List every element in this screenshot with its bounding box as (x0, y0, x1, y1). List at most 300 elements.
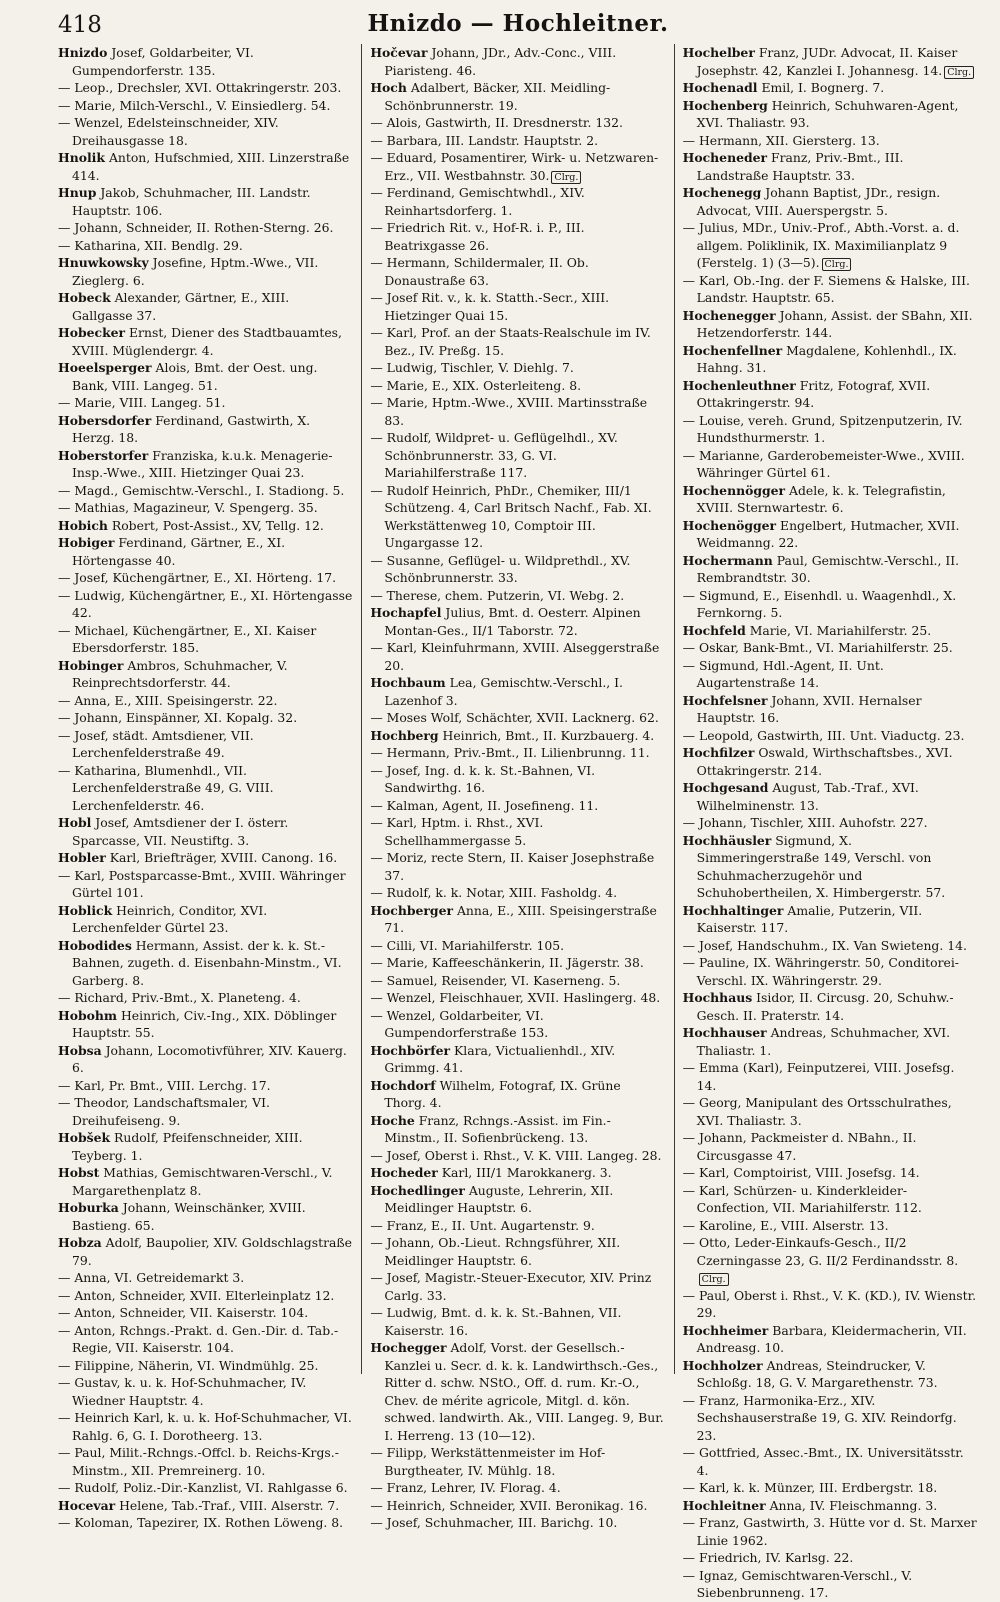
entry-surname: Hochfelsner (682, 692, 768, 708)
entry-text: — Marie, E., XIX. Osterleiteng. 8. (370, 377, 582, 393)
entry-surname: Hoburka (58, 1200, 119, 1215)
entry-surname: Hobiger (58, 535, 115, 550)
directory-entry (683, 744, 978, 779)
entry-text: — Friedrich, IV. Karlsg. 22. (682, 1550, 854, 1565)
directory-entry (58, 1479, 353, 1497)
entry-surname: Hochbaum (370, 675, 446, 690)
entry-text: — Samuel, Reisender, VI. Kaserneng. 5. (370, 972, 621, 988)
entry-surname: Hochenleuthner (682, 377, 796, 393)
directory-entry (58, 937, 353, 990)
page-title: Hnizdo — Hochleitner. (367, 10, 669, 37)
directory-entry (370, 552, 665, 587)
directory-entry (370, 972, 665, 990)
entry-text: — Leopold, Gastwirth, III. Unt. Viaductg. 23. (682, 727, 965, 743)
entry-text: — Karl, Schürzen- u. Kinderkleider-Confection, VII. Mariahilferstr. 112. (682, 1182, 922, 1215)
entry-text: — Marie, Kaffeeschänkerin, II. Jägerstr. 38. (370, 955, 644, 970)
entry-text: — Marianne, Garderobemeister-Wwe., XVIII. Währinger Gürtel 61. (682, 447, 965, 480)
directory-entry (370, 394, 665, 429)
entry-text: Franz, Priv.-Bmt., III. Landstraße Hauptstr. 33. (696, 150, 904, 183)
directory-entry (683, 44, 978, 79)
entry-text: — Rudolf, k. k. Notar, XIII. Fasholdg. 4. (370, 885, 618, 900)
directory-entry (370, 377, 665, 395)
directory-entry (683, 447, 978, 482)
directory-entry (370, 1339, 665, 1444)
directory-entry (683, 272, 978, 307)
page-header (58, 10, 978, 44)
directory-entry (370, 797, 665, 815)
directory-entry (370, 1112, 665, 1147)
directory-entry (370, 954, 665, 972)
directory-entry (683, 1444, 978, 1479)
entry-surname: Hochelber (682, 45, 755, 60)
directory-entry (58, 622, 353, 657)
entry-text: — Filippine, Näherin, VI. Windmühlg. 25. (58, 1357, 319, 1373)
entry-text: Johann, Assist. der SBahn, XII. Hetzendorferstr. 144. (696, 307, 973, 340)
directory-entry (683, 517, 978, 552)
directory-entry (683, 1514, 978, 1549)
directory-entry (683, 1217, 978, 1235)
directory-entry (683, 482, 978, 517)
directory-entry (683, 1234, 978, 1287)
directory-entry (370, 762, 665, 797)
directory-entry (683, 1549, 978, 1567)
entry-surname: Hochgesand (682, 780, 769, 795)
entry-text: — Emma (Karl), Feinputzerei, VIII. Josefsg. 14. (682, 1060, 955, 1093)
entry-text: — Hermann, XII. Giersterg. 13. (682, 132, 880, 148)
clearing-badge: Clrg. (944, 66, 974, 79)
directory-entry (683, 937, 978, 955)
entry-surname: Hnizdo (58, 45, 108, 60)
entry-text: Alexander, Gärtner, E., XIII. Gallgasse 37. (72, 290, 290, 323)
entry-text: — Wenzel, Edelsteinschneider, XIV. Dreihausgasse 18. (58, 115, 279, 148)
entry-surname: Hočevar (370, 45, 428, 60)
directory-entry (370, 1182, 665, 1217)
entry-text: — Johann, Tischler, XIII. Auhofstr. 227. (682, 815, 928, 830)
column-3 (682, 44, 978, 1600)
entry-text: Anna, E., XIII. Speisingerstraße 71. (384, 902, 657, 935)
directory-entry (683, 814, 978, 832)
clearing-badge: Clrg. (551, 171, 581, 184)
entry-text: — Mathias, Magazineur, V. Spengerg. 35. (58, 500, 318, 515)
directory-entry (683, 552, 978, 587)
entry-text: — Pauline, IX. Währingerstr. 50, Conditorei-Verschl. IX. Währingerstr. 29. (682, 955, 959, 988)
entry-text: — Georg, Manipulant des Ortsschulrathes, XVI. Thaliastr. 3. (682, 1095, 952, 1128)
directory-entry (370, 1007, 665, 1042)
directory-entry (58, 1287, 353, 1305)
entry-surname: Hochermann (682, 552, 773, 568)
directory-entry (58, 1409, 353, 1444)
directory-entry (370, 849, 665, 884)
entry-text: — Johann, Einspänner, XI. Kopalg. 32. (58, 710, 298, 725)
entry-text: — Wenzel, Goldarbeiter, VI. Gumpendorferstraße 153. (370, 1007, 549, 1040)
entry-text: Robert, Post-Assist., XV, Tellg. 12. (111, 517, 324, 533)
directory-entry (683, 377, 978, 412)
entry-surname: Hnup (58, 185, 97, 200)
entry-text: Heinrich, Bmt., II. Kurzbauerg. 4. (442, 727, 655, 743)
directory-entry (683, 657, 978, 692)
entry-surname: Hoberstorfer (58, 447, 149, 463)
entry-text: Rudolf, Pfeifenschneider, XIII. Teyberg. 1. (72, 1130, 303, 1163)
entry-text: — Franz, Harmonika-Erz., XIV. Sechshauserstraße 19, G. XIV. Reindorfg. 23. (682, 1392, 957, 1443)
entry-text: — Franz, Gastwirth, 3. Hütte vor d. St. Marxer Linie 1962. (682, 1515, 977, 1548)
entry-text: — Karl, k. k. Münzer, III. Erdbergstr. 18. (682, 1480, 938, 1495)
entry-surname: Hoblick (58, 902, 113, 918)
directory-entry (58, 1322, 353, 1357)
directory-entry (58, 534, 353, 569)
directory-entry (58, 1374, 353, 1409)
directory-entry (58, 499, 353, 517)
entry-text: — Karl, Comptoirist, VIII. Josefsg. 14. (682, 1165, 920, 1180)
column-divider (361, 44, 362, 1374)
directory-entry (370, 814, 665, 849)
entry-text: Franziska, k.u.k. Menagerie-Insp.-Wwe., XIII. Hietzinger Quai 23. (72, 447, 333, 480)
entry-text: Auguste, Lehrerin, XII. Meidlinger Hauptstr. 6. (384, 1182, 614, 1215)
directory-entry (370, 1077, 665, 1112)
directory-entry (58, 1357, 353, 1375)
entry-text: — Anton, Rchngs.-Prakt. d. Gen.-Dir. d. Tab.-Regie, VII. Kaiserstr. 104. (58, 1322, 339, 1355)
entry-surname: Hnuwkowsky (58, 255, 149, 270)
entry-surname: Hobl (58, 815, 92, 830)
entry-surname: Hochedlinger (370, 1182, 465, 1198)
entry-text: — Franz, E., II. Unt. Augartenstr. 9. (370, 1217, 595, 1233)
directory-entry (58, 517, 353, 535)
entry-text: — Franz, Lehrer, IV. Florag. 4. (370, 1480, 561, 1495)
entry-surname: Hobinger (58, 657, 124, 673)
entry-text: Adolf, Baupolier, XIV. Goldschlagstraße 79. (72, 1235, 352, 1268)
entry-surname: Hochdorf (370, 1077, 436, 1093)
directory-entry (58, 727, 353, 762)
entry-text: Adalbert, Bäcker, XII. Meidling-Schönbrunnerstr. 19. (384, 80, 611, 113)
entry-text: Helene, Tab.-Traf., VIII. Alserstr. 7. (119, 1497, 340, 1513)
directory-entry (370, 937, 665, 955)
directory-entry (370, 674, 665, 709)
entry-text: — Eduard, Posamentirer, Wirk- u. Netzwaren-Erz., VII. Westbahnstr. 30. (370, 150, 659, 183)
directory-entry (58, 1129, 353, 1164)
directory-entry (370, 482, 665, 552)
entry-text: — Gustav, k. u. k. Hof-Schuhmacher, IV. Wiedner Hauptstr. 4. (58, 1375, 307, 1408)
entry-text: Barbara, Kleidermacherin, VII. Andreasg. 10. (696, 1322, 967, 1355)
entry-text: Adele, k. k. Telegrafistin, XVIII. Sternwartestr. 6. (696, 482, 946, 515)
entry-text: — Josef Rit. v., k. k. Statth.-Secr., XIII. Hietzinger Quai 15. (370, 290, 610, 323)
directory-entry (370, 44, 665, 79)
entry-text: Anna, IV. Fleischmanng. 3. (769, 1497, 938, 1513)
entry-surname: Hochegger (370, 1340, 447, 1355)
entry-surname: Hobler (58, 850, 106, 865)
entry-surname: Hochenfellner (682, 342, 783, 358)
entry-text: — Karl, Prof. an der Staats-Realschule im IV. Bez., IV. Preßg. 15. (370, 325, 651, 358)
entry-text: — Paul, Oberst i. Rhst., V. K. (KD.), IV. Wienstr. 29. (682, 1287, 977, 1320)
clearing-badge: Clrg. (822, 258, 852, 271)
directory-entry (370, 1269, 665, 1304)
directory-entry (370, 1147, 665, 1165)
entry-text: — Karl, Kleinfuhrmann, XVIII. Alseggerstraße 20. (370, 640, 660, 673)
entry-text: — Anna, E., XIII. Speisingerstr. 22. (58, 692, 278, 708)
directory-entry (683, 1164, 978, 1182)
directory-entry (370, 884, 665, 902)
entry-text: — Ignaz, Gemischtwaren-Verschl., V. Siebenbrunneng. 17. (682, 1567, 913, 1600)
entry-surname: Hochennögger (682, 482, 786, 498)
entry-surname: Hochberg (370, 727, 439, 743)
entry-surname: Hochhaus (682, 990, 753, 1005)
column-1 (58, 44, 353, 1530)
entry-text: Andreas, Steindrucker, V. Schloßg. 18, G. V. Margarethenstr. 73. (696, 1357, 938, 1390)
entry-surname: Hobodides (58, 937, 132, 953)
directory-entry (58, 1094, 353, 1129)
entry-text: Karl, III/1 Marokkanerg. 3. (441, 1165, 612, 1180)
entry-text: — Alois, Gastwirth, II. Dresdnerstr. 132. (370, 115, 623, 130)
directory-entry (58, 394, 353, 412)
directory-entry (58, 324, 353, 359)
directory-entry (370, 1444, 665, 1479)
entry-text: Oswald, Wirthschaftsbes., XVI. Ottakringerstr. 214. (696, 745, 953, 778)
entry-text: — Sigmund, E., Eisenhdl. u. Waagenhdl., X. Fernkorng. 5. (682, 587, 957, 620)
entry-text: Fritz, Fotograf, XVII. Ottakringerstr. 94. (696, 377, 931, 410)
clearing-badge: Clrg. (699, 1273, 729, 1286)
entry-surname: Hochhaltinger (682, 902, 784, 918)
directory-entry (370, 429, 665, 482)
directory-entry (370, 1479, 665, 1497)
entry-text: — Julius, MDr., Univ.-Prof., Abth.-Vorst. a. d. allgem. Poliklinik, IX. Maximilianplatz 9 (Ferstelg. 1) (3—5). (682, 220, 960, 270)
entry-text: Josef, Amtsdiener der I. österr. Sparcasse, VII. Neustiftg. 3. (72, 815, 289, 848)
directory-entry (370, 219, 665, 254)
entry-text: — Johann, Ob.-Lieut. Rchngsführer, XII. Meidlinger Hauptstr. 6. (370, 1235, 621, 1268)
directory-entry (370, 79, 665, 114)
directory-entry (683, 1094, 978, 1129)
entry-text: — Johann, Packmeister d. NBahn., II. Circusgasse 47. (682, 1130, 917, 1163)
entry-surname: Hochapfel (370, 605, 442, 620)
directory-entry (370, 359, 665, 377)
directory-entry (370, 1164, 665, 1182)
directory-entry (58, 587, 353, 622)
entry-surname: Hocevar (58, 1497, 116, 1513)
directory-entry (683, 692, 978, 727)
entry-text: — Ferdinand, Gemischtwhdl., XIV. Reinhartsdorferg. 1. (370, 185, 585, 218)
entry-text: — Ludwig, Bmt. d. k. k. St.-Bahnen, VII. Kaiserstr. 16. (370, 1305, 622, 1338)
directory-entry (683, 622, 978, 640)
entry-text: — Rudolf, Wildpret- u. Geflügelhdl., XV. Schönbrunnerstr. 33, G. VI. Mariahilferstraße 117. (370, 430, 618, 480)
directory-entry (58, 412, 353, 447)
directory-entry (370, 1217, 665, 1235)
entry-text: — Katharina, XII. Bendlg. 29. (58, 237, 243, 253)
directory-entry (58, 692, 353, 710)
directory-entry (58, 44, 353, 79)
directory-entry (58, 447, 353, 482)
entry-surname: Hochbörfer (370, 1042, 451, 1058)
entry-surname: Hochenegger (682, 307, 776, 323)
directory-entry (58, 989, 353, 1007)
directory-entry (58, 1007, 353, 1042)
entry-text: Jakob, Schuhmacher, III. Landstr. Hauptstr. 106. (72, 185, 311, 218)
entry-text: — Therese, chem. Putzerin, VI. Webg. 2. (370, 587, 625, 603)
directory-entry (58, 114, 353, 149)
entry-surname: Hochenögger (682, 517, 777, 533)
directory-entry (683, 1059, 978, 1094)
directory-entry (370, 1234, 665, 1269)
entry-text: — Hermann, Schildermaler, II. Ob. Donaustraße 63. (370, 255, 589, 288)
directory-entry (683, 1287, 978, 1322)
directory-entry (58, 762, 353, 815)
entry-surname: Hobersdorfer (58, 412, 152, 428)
directory-entry (683, 1357, 978, 1392)
directory-entry (683, 587, 978, 622)
directory-entry (58, 1077, 353, 1095)
page-number: 418 (58, 12, 102, 38)
entry-text: — Karl, Hptm. i. Rhst., XVI. Schellhammergasse 5. (370, 815, 544, 848)
entry-text: — Louise, vereh. Grund, Spitzenputzerin, IV. Hundsthurmerstr. 1. (682, 412, 963, 445)
directory-entry (58, 867, 353, 902)
directory-entry (683, 412, 978, 447)
entry-text: — Moses Wolf, Schächter, XVII. Lacknerg. 62. (370, 710, 659, 725)
entry-text: — Josef, Ing. d. k. k. St.-Bahnen, VI. Sandwirthg. 16. (370, 762, 596, 795)
directory-entry (58, 1444, 353, 1479)
entry-text: Heinrich, Schuhwaren-Agent, XVI. Thaliastr. 93. (696, 97, 959, 130)
entry-surname: Hobst (58, 1165, 100, 1180)
entry-text: Ambros, Schuhmacher, V. Reinprechtsdorferstr. 44. (72, 657, 288, 690)
entry-surname: Hochleitner (682, 1497, 766, 1513)
directory-entry (683, 954, 978, 989)
entry-text: Ferdinand, Gärtner, E., XI. Hörtengasse 40. (72, 535, 286, 568)
directory-entry (683, 1024, 978, 1059)
entry-text: — Heinrich, Schneider, XVII. Beronikag. 16. (370, 1497, 648, 1513)
entry-surname: Hoch (370, 80, 407, 95)
entry-text: — Koloman, Tapezirer, IX. Rothen Löweng. 8. (58, 1515, 344, 1530)
entry-text: Mathias, Gemischtwaren-Verschl., V. Margarethenplatz 8. (72, 1165, 333, 1198)
entry-text: — Kalman, Agent, II. Josefineng. 11. (370, 797, 599, 813)
directory-entry (370, 324, 665, 359)
entry-surname: Hochenadl (682, 80, 758, 95)
entry-text: Johann, Locomotivführer, XIV. Kauerg. 6. (72, 1042, 347, 1075)
columns (58, 44, 978, 1600)
directory-entry (58, 1199, 353, 1234)
entry-surname: Hobich (58, 517, 108, 533)
entry-text: Klara, Victualienhdl., XIV. Grimmg. 41. (384, 1042, 616, 1075)
entry-text: — Josef, Handschuhm., IX. Van Swieteng. 14. (682, 937, 967, 953)
entry-text: Heinrich, Conditor, XVI. Lerchenfelder Gürtel 23. (72, 902, 268, 935)
entry-surname: Hochfeld (682, 622, 746, 638)
directory-entry (58, 289, 353, 324)
entry-text: Johann, JDr., Adv.-Conc., VIII. Piaristeng. 46. (384, 45, 617, 78)
entry-text: — Anton, Schneider, VII. Kaiserstr. 104. (58, 1305, 309, 1320)
directory-entry (58, 184, 353, 219)
directory-entry (370, 149, 665, 184)
directory-entry (58, 1042, 353, 1077)
directory-entry (58, 1514, 353, 1532)
directory-entry (683, 1182, 978, 1217)
entry-text: — Marie, Milch-Verschl., V. Einsiedlerg. 54. (58, 97, 331, 113)
directory-entry (683, 342, 978, 377)
directory-entry (370, 184, 665, 219)
entry-text: — Karl, Ob.-Ing. der F. Siemens & Halske, III. Landstr. Hauptstr. 65. (682, 272, 970, 305)
entry-surname: Hobeck (58, 290, 111, 305)
directory-entry (58, 1304, 353, 1322)
entry-text: Emil, I. Bognerg. 7. (761, 80, 885, 95)
directory-entry (370, 989, 665, 1007)
directory-entry (683, 219, 978, 272)
directory-entry (683, 1129, 978, 1164)
entry-text: Hermann, Assist. der k. k. St.-Bahnen, zugeth. d. Eisenbahn-Minstm., VI. Garberg. 8. (72, 937, 342, 988)
directory-entry (683, 184, 978, 219)
entry-text: — Katharina, Blumenhdl., VII. Lerchenfelderstraße 49, G. VIII. Lerchenfelderstr. 46. (58, 762, 274, 813)
directory-entry (58, 902, 353, 937)
entry-text: — Heinrich Karl, k. u. k. Hof-Schuhmacher, VI. Rahlg. 6, G. I. Dorotheerg. 13. (58, 1410, 352, 1443)
entry-text: — Hermann, Priv.-Bmt., II. Lilienbrunng. 11. (370, 745, 650, 760)
entry-text: Johann, XVII. Hernalser Hauptstr. 16. (696, 692, 922, 725)
directory-entry (58, 237, 353, 255)
directory-entry (58, 1234, 353, 1269)
entry-text: — Johann, Schneider, II. Rothen-Sterng. 26. (58, 220, 334, 235)
entry-text: Alois, Bmt. der Oest. ung. Bank, VIII. Langeg. 51. (72, 360, 318, 393)
entry-text: — Karl, Pr. Bmt., VIII. Lerchg. 17. (58, 1077, 271, 1093)
directory-entry (683, 639, 978, 657)
entry-surname: Hoeelsperger (58, 360, 152, 375)
directory-entry (370, 254, 665, 289)
entry-text: — Paul, Milit.-Rchngs.-Offcl. b. Reichs-Krgs.-Minstm., XII. Premreinerg. 10. (58, 1445, 339, 1478)
directory-entry (370, 289, 665, 324)
entry-text: Adolf, Vorst. der Gesellsch.-Kanzlei u. Secr. d. k. k. Landwirthsch.-Ges., Ritter d. schw. NStO., Off. d. rum. Kr.-O., Chev. de mérite agricole, Mitgl. d. kön. schwed. landwirth. Ak., VIII. Langeg. 9, Bur. I. Herreng. 13 (10—12). (384, 1340, 664, 1443)
column-2 (370, 44, 665, 1530)
directory-entry (683, 307, 978, 342)
directory-entry (370, 639, 665, 674)
directory-entry (370, 1514, 665, 1532)
directory-entry (58, 1269, 353, 1287)
entry-text: Sigmund, X. Simmeringerstraße 149, Verschl. von Schuhmacherzugehör und Schuhobertheilen, X. Himbergerstr. 57. (696, 832, 946, 900)
directory-entry (58, 1164, 353, 1199)
entry-text: Josefine, Hptm.-Wwe., VII. Zieglerg. 6. (72, 255, 319, 288)
entry-text: — Theodor, Landschaftsmaler, VI. Dreihufeiseng. 9. (58, 1095, 270, 1128)
directory-entry (58, 1497, 353, 1515)
entry-text: Heinrich, Civ.-Ing., XIX. Döblinger Hauptstr. 55. (72, 1007, 337, 1040)
entry-text: — Richard, Priv.-Bmt., X. Planeteng. 4. (58, 990, 301, 1005)
entry-text: — Ludwig, Küchengärtner, E., XI. Hörtengasse 42. (58, 587, 353, 620)
entry-surname: Hobsa (58, 1042, 102, 1058)
directory-entry (58, 657, 353, 692)
directory-entry (683, 727, 978, 745)
entry-surname: Hoche (370, 1112, 415, 1128)
directory-entry (370, 709, 665, 727)
directory-entry (58, 482, 353, 500)
entry-text: — Anna, VI. Getreidemarkt 3. (58, 1270, 245, 1285)
entry-text: — Josef, Magistr.-Steuer-Executor, XIV. Prinz Carlg. 33. (370, 1270, 652, 1303)
entry-text: — Rudolf Heinrich, PhDr., Chemiker, III/1 Schützeng. 4, Carl Britsch Nachf., Fab. XI. Werkstättenweg 10, Comptoir III. Ungargasse 12. (370, 482, 652, 550)
entry-text: — Ludwig, Tischler, V. Diehlg. 7. (370, 360, 574, 375)
directory-entry (683, 1497, 978, 1515)
entry-text: — Susanne, Geflügel- u. Wildprethdl., XV. Schönbrunnerstr. 33. (370, 552, 631, 585)
column-divider (674, 44, 675, 1374)
entry-text: — Wenzel, Fleischhauer, XVII. Haslingerg. 48. (370, 990, 661, 1005)
entry-text: — Rudolf, Poliz.-Dir.-Kanzlist, VI. Rahlgasse 6. (58, 1480, 348, 1495)
entry-text: Johann, Weinschänker, XVIII. Bastieng. 65. (72, 1200, 306, 1233)
directory-entry (683, 1392, 978, 1445)
entry-text: Karl, Briefträger, XVIII. Canong. 16. (109, 850, 338, 865)
entry-text: Johann Baptist, JDr., resign. Advocat, VIII. Auerspergstr. 5. (696, 185, 941, 218)
entry-text: — Marie, VIII. Langeg. 51. (58, 395, 226, 410)
entry-text: Josef, Goldarbeiter, VI. Gumpendorferstr. 135. (72, 45, 254, 78)
directory-entry (58, 79, 353, 97)
entry-surname: Hnolik (58, 150, 105, 165)
entry-text: Engelbert, Hutmacher, XVII. Weidmanng. 22. (696, 517, 960, 550)
entry-surname: Hocheder (370, 1165, 438, 1180)
entry-text: — Karl, Postsparcasse-Bmt., XVIII. Währinger Gürtel 101. (58, 867, 346, 900)
directory-entry (58, 709, 353, 727)
entry-text: — Josef, Oberst i. Rhst., V. K. VIII. Langeg. 28. (370, 1147, 662, 1163)
entry-text: Isidor, II. Circusg. 20, Schuhw.-Gesch. II. Praterstr. 14. (696, 990, 954, 1023)
directory-entry (683, 97, 978, 132)
entry-text: Ferdinand, Gastwirth, X. Herzg. 18. (72, 412, 311, 445)
entry-surname: Hochholzer (682, 1357, 763, 1373)
entry-surname: Hochfilzer (682, 745, 755, 760)
directory-entry (58, 359, 353, 394)
directory-entry (683, 989, 978, 1024)
